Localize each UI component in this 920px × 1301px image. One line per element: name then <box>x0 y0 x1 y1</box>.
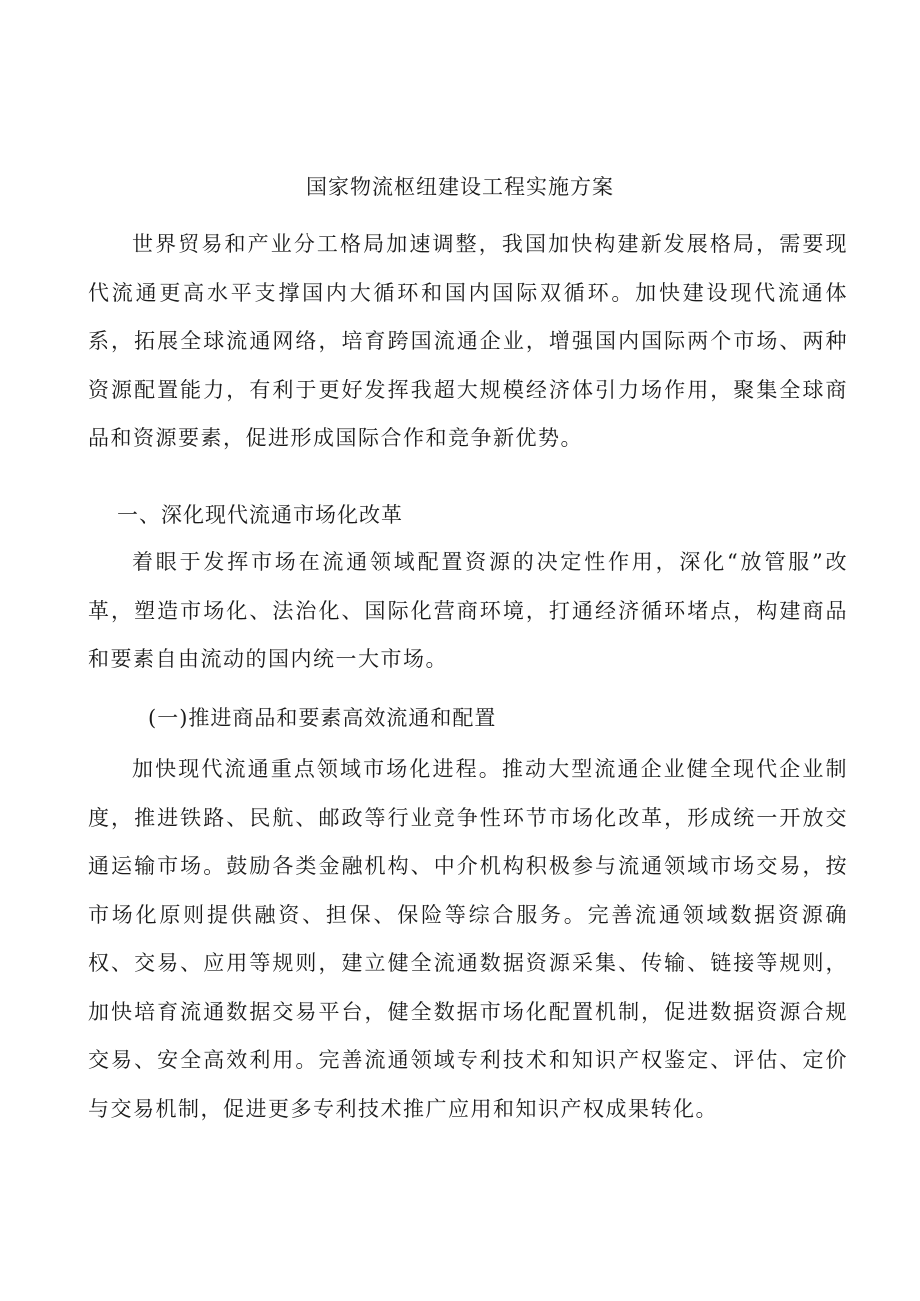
section-heading-1: 一、深化现代流通市场化改革 <box>117 503 403 527</box>
section-1-paragraph: 着眼于发挥市场在流通领域配置资源的决定性作用，深化“放管服”改革，塑造市场化、法治化、国际化营商环境，打通经济循环堵点，构建商品和要素自由流动的国内统一大市场。 <box>88 550 848 671</box>
document-title: 国家物流枢纽建设工程实施方案 <box>306 175 614 199</box>
subsection-heading-1: (一)推进商品和要素高效流通和配置 <box>148 706 497 730</box>
intro-paragraph: 世界贸易和产业分工格局加速调整，我国加快构建新发展格局，需要现代流通更高水平支撑国内大循环和国内国际双循环。加快建设现代流通体系，拓展全球流通网络，培育跨国流通企业，增强国内国际两个市场、两种资源配置能力，有利于更好发挥我超大规模经济体引力场作用，聚集全球商品和资源要素，促进形成国际合作和竞争新优势。 <box>88 232 848 450</box>
subsection-1-paragraph: 加快现代流通重点领域市场化进程。推动大型流通企业健全现代企业制度，推进铁路、民航、邮政等行业竞争性环节市场化改革，形成统一开放交通运输市场。鼓励各类金融机构、中介机构积极参与流通领域市场交易，按市场化原则提供融资、担保、保险等综合服务。完善流通领域数据资源确权、交易、应用等规则，建立健全流通数据资源采集、传输、链接等规则，加快培育流通数据交易平台，健全数据市场化配置机制，促进数据资源合规交易、安全高效利用。完善流通领域专利技术和知识产权鉴定、评估、定价与交易机制，促进更多专利技术推广应用和知识产权成果转化。 <box>88 757 848 1121</box>
